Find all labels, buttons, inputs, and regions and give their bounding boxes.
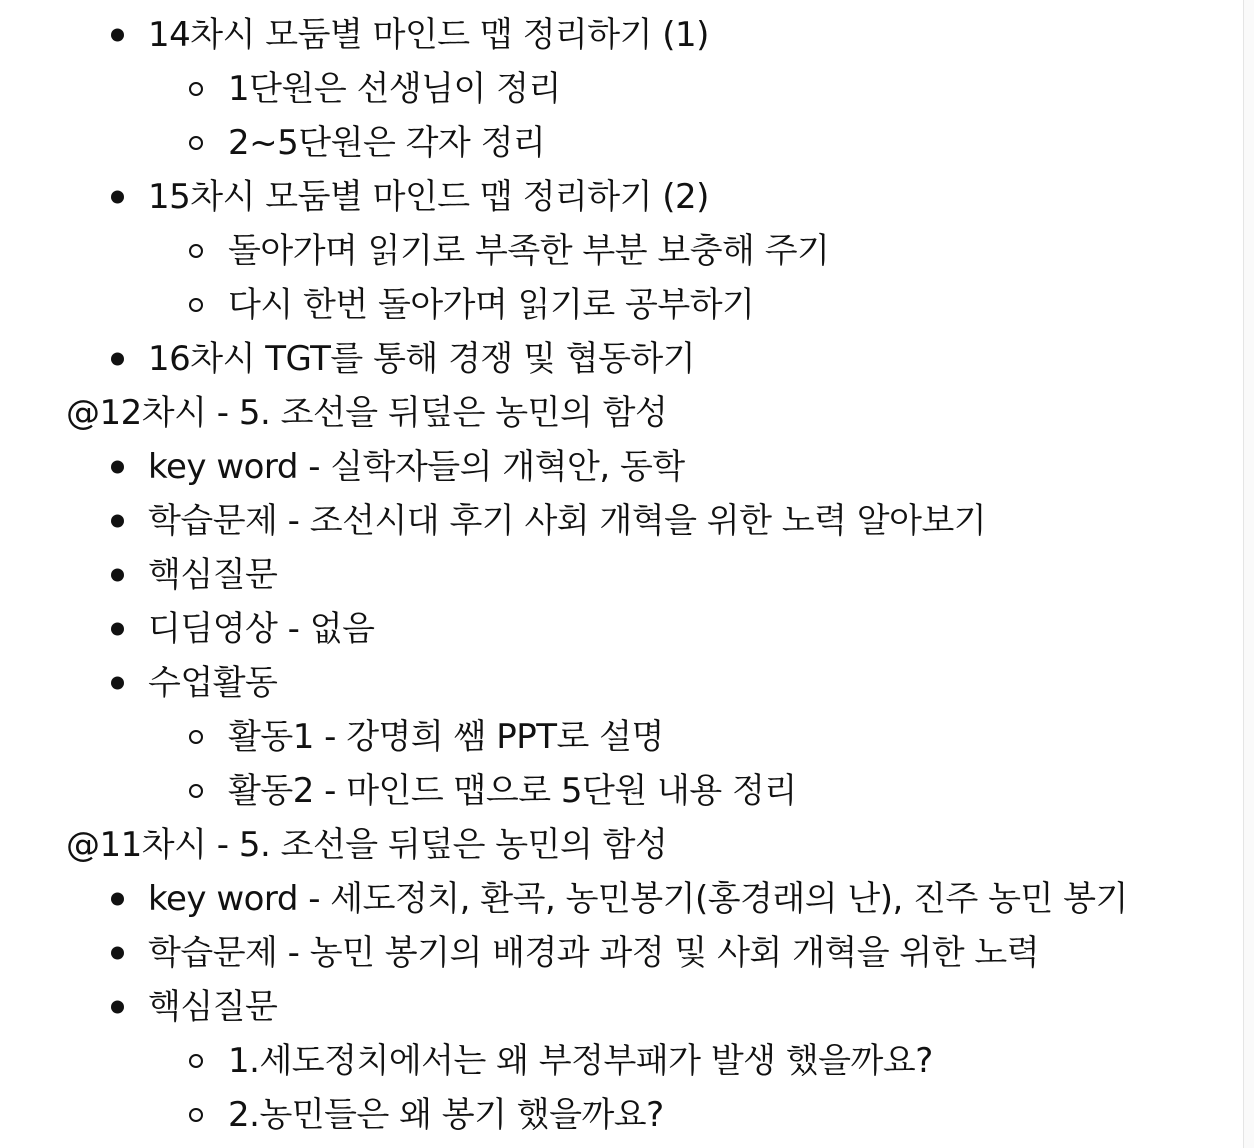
bullet-disc-icon (111, 1001, 124, 1014)
list-item-text: 디딤영상 - 없음 (148, 609, 375, 649)
list-item (0, 1088, 1240, 1142)
list-item (0, 8, 1240, 62)
list-item (0, 548, 1240, 602)
list-item-text: 1.세도정치에서는 왜 부정부패가 발생 했을까요? (228, 1041, 933, 1081)
section-heading-text: @12차시 - 5. 조선을 뒤덮은 농민의 함성 (66, 393, 668, 433)
bullet-circle-icon (189, 244, 203, 258)
list-item (0, 980, 1240, 1034)
section-heading-text: @11차시 - 5. 조선을 뒤덮은 농민의 함성 (66, 825, 668, 865)
list-item-text: 수업활동 (148, 663, 278, 703)
list-item (0, 602, 1240, 656)
list-item (0, 1034, 1240, 1088)
list-item (0, 170, 1240, 224)
list-item (0, 872, 1240, 926)
vertical-scrollbar[interactable] (1243, 0, 1254, 1148)
list-item-text: 다시 한번 돌아가며 읽기로 공부하기 (228, 285, 755, 325)
bullet-circle-icon (189, 1108, 203, 1122)
bullet-circle-icon (189, 784, 203, 798)
bullet-disc-icon (111, 353, 124, 366)
list-item (0, 224, 1240, 278)
section-heading (0, 818, 1240, 872)
list-item-text: 1단원은 선생님이 정리 (228, 69, 561, 109)
bullet-disc-icon (111, 947, 124, 960)
bullet-disc-icon (111, 515, 124, 528)
list-item-text: 핵심질문 (148, 987, 278, 1027)
list-item-text: 2~5단원은 각자 정리 (228, 123, 546, 163)
bullet-circle-icon (189, 82, 203, 96)
bullet-circle-icon (189, 136, 203, 150)
list-item (0, 332, 1240, 386)
list-item-text: 15차시 모둠별 마인드 맵 정리하기 (2) (148, 177, 709, 217)
bullet-disc-icon (111, 461, 124, 474)
list-item-text: 활동1 - 강명희 쌤 PPT로 설명 (228, 717, 664, 757)
bullet-circle-icon (189, 298, 203, 312)
bullet-disc-icon (111, 623, 124, 636)
bullet-disc-icon (111, 677, 124, 690)
list-item-text: 16차시 TGT를 통해 경쟁 및 협동하기 (148, 339, 696, 379)
list-item-text: 학습문제 - 조선시대 후기 사회 개혁을 위한 노력 알아보기 (148, 501, 987, 541)
bullet-circle-icon (189, 730, 203, 744)
list-item-text: key word - 세도정치, 환곡, 농민봉기(홍경래의 난), 진주 농민 봉기 (148, 879, 1128, 919)
list-item-text: 활동2 - 마인드 맵으로 5단원 내용 정리 (228, 771, 797, 811)
list-item (0, 710, 1240, 764)
list-item-text: 14차시 모둠별 마인드 맵 정리하기 (1) (148, 15, 709, 55)
bullet-disc-icon (111, 569, 124, 582)
list-item (0, 656, 1240, 710)
section-heading (0, 386, 1240, 440)
list-item-text: 돌아가며 읽기로 부족한 부분 보충해 주기 (228, 231, 830, 271)
list-item (0, 926, 1240, 980)
list-item (0, 62, 1240, 116)
list-item (0, 764, 1240, 818)
list-item-text: 핵심질문 (148, 555, 278, 595)
list-item (0, 116, 1240, 170)
list-item (0, 278, 1240, 332)
document-body (0, 8, 1240, 1142)
list-item-text: 2.농민들은 왜 봉기 했을까요? (228, 1095, 664, 1135)
bullet-disc-icon (111, 191, 124, 204)
bullet-circle-icon (189, 1054, 203, 1068)
bullet-disc-icon (111, 29, 124, 42)
list-item-text: 학습문제 - 농민 봉기의 배경과 과정 및 사회 개혁을 위한 노력 (148, 933, 1040, 973)
list-item (0, 494, 1240, 548)
bullet-disc-icon (111, 893, 124, 906)
list-item-text: key word - 실학자들의 개혁안, 동학 (148, 447, 685, 487)
list-item (0, 440, 1240, 494)
